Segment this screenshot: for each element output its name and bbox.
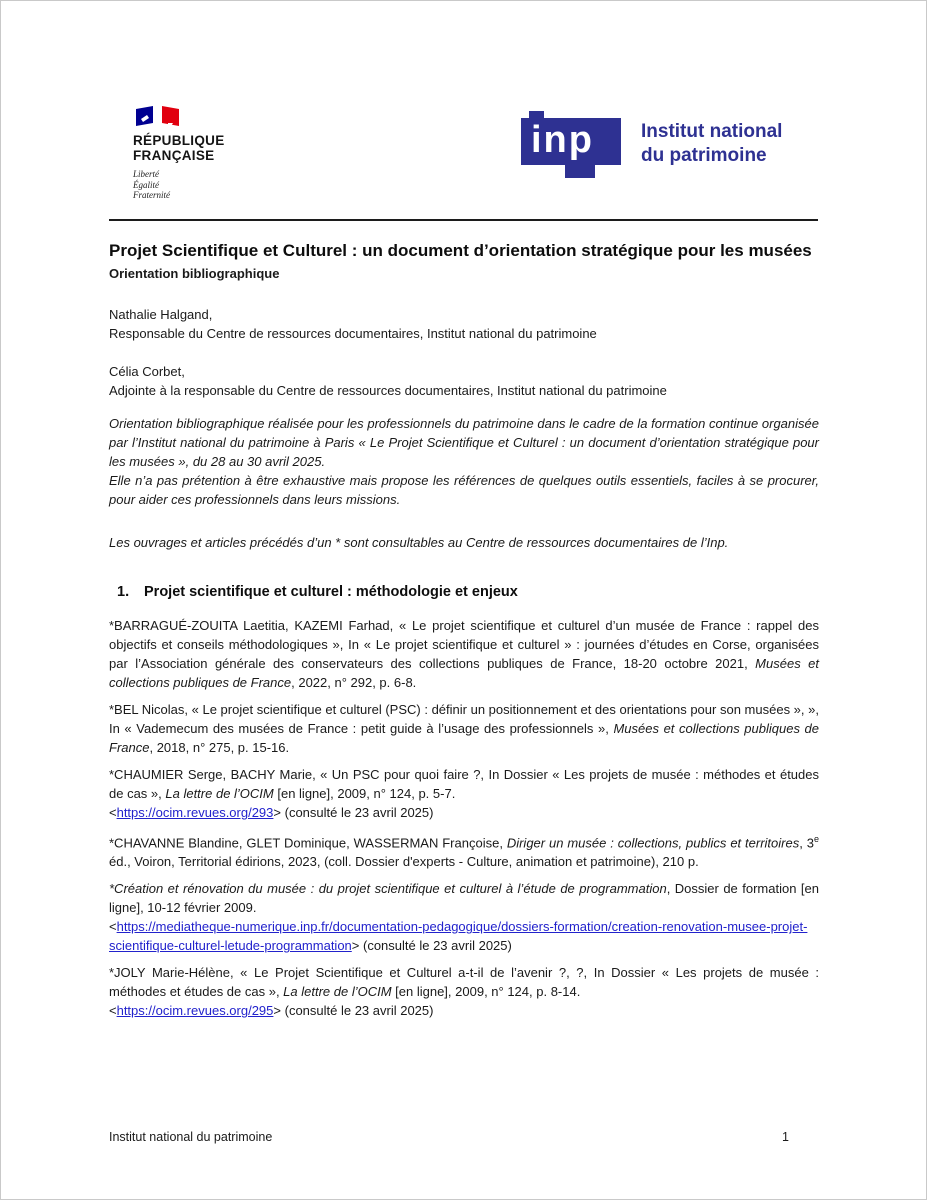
hyperlink[interactable]: https://mediatheque-numerique.inp.fr/documentation-pedagogique/dossiers-formation/creation-renovation-musee-projet-scientifique-culturel-letude-programmation bbox=[109, 919, 808, 954]
header-divider-rule bbox=[109, 219, 818, 221]
text-segment: , 2018, n° 275, p. 15-16. bbox=[149, 740, 290, 755]
section-heading bbox=[109, 582, 819, 602]
text-segment: e bbox=[813, 834, 819, 844]
author-name: Nathalie Halgand, bbox=[109, 307, 213, 322]
marianne-wordmark bbox=[133, 133, 225, 163]
text-segment: éd., Voiron, Territorial édirions, 2023, (coll. Dossier d'experts - Culture, animation et patrimoine), 210 p. bbox=[109, 854, 699, 870]
intro-block bbox=[109, 414, 819, 509]
text-segment: Musées et collections publiques de France bbox=[109, 721, 820, 755]
bibliography-entry bbox=[109, 830, 819, 871]
text-segment: La lettre de l’OCIM bbox=[165, 786, 274, 801]
bibliography-entry bbox=[109, 879, 819, 955]
author-name: Célia Corbet, bbox=[109, 364, 185, 379]
page-footer bbox=[109, 1129, 819, 1146]
inp-name-line1: Institut national bbox=[641, 121, 783, 142]
text-segment: [en ligne], 2009, n° 124, p. 5-7. bbox=[273, 786, 456, 801]
hyperlink[interactable]: https://ocim.revues.org/293 bbox=[116, 805, 274, 820]
section-number: 1. bbox=[117, 584, 130, 600]
footer-institution: Institut national du patrimoine bbox=[109, 1130, 273, 1144]
marianne-wordmark-line2: FRANÇAISE bbox=[133, 148, 215, 163]
text-segment: > (consulté le 23 avril 2025) bbox=[273, 1003, 434, 1019]
text-segment: > (consulté le 23 avril 2025) bbox=[273, 805, 434, 820]
inp-acronym: inp bbox=[531, 119, 594, 161]
marianne-flag-icon bbox=[135, 105, 181, 129]
author-role: Adjointe à la responsable du Centre de ressources documentaires, Institut national du patrimoine bbox=[109, 383, 667, 398]
text-segment: *BARRAGUÉ-ZOUITA Laetitia, KAZEMI Farhad, « Le projet scientifique et culturel d’un musée de France : rappel des objectifs et conseils méthodologiques », In « Le projet scientifique et culturel » : journées d’études en Corse, organisées par l’Association générale des conservateurs des collections publiques de France, 18-20 octobre 2021, bbox=[109, 618, 819, 671]
section-title: Projet scientifique et culturel : méthodologie et enjeux bbox=[144, 584, 518, 600]
text-segment: , 2022, n° 292, p. 6-8. bbox=[291, 675, 417, 690]
motto-egalite: Égalité bbox=[133, 179, 159, 190]
author bbox=[109, 305, 819, 343]
document-body bbox=[1, 239, 926, 1020]
text-segment: La lettre de l’OCIM bbox=[283, 984, 392, 1000]
availability-note: Les ouvrages et articles précédés d’un * sont consultables au Centre de ressources documentaires de l’Inp. bbox=[109, 535, 729, 550]
marianne-wordmark-line1: RÉPUBLIQUE bbox=[133, 133, 225, 148]
authors-block bbox=[109, 305, 819, 400]
page-header bbox=[1, 1, 926, 219]
text-segment: *Création et rénovation du musée : du projet scientifique et culturel à l’étude de programmation bbox=[109, 881, 667, 897]
inp-logo bbox=[521, 111, 782, 168]
bibliography-entry bbox=[109, 765, 819, 822]
text-segment: *JOLY Marie-Hélène, « Le Projet Scientifique et Culturel a-t-il de l’avenir ?, ?, In Dossier « Les projets de musée : méthodes et études de cas », bbox=[109, 965, 819, 1000]
marianne-motto bbox=[133, 169, 225, 201]
intro-paragraph: Elle n’a pas prétention à être exhaustive mais propose les références de quelques outils essentiels, faciles à se procurer, pour aider ces professionnels dans leurs missions. bbox=[109, 473, 819, 507]
text-segment: *CHAVANNE Blandine, GLET Dominique, WASSERMAN Françoise, bbox=[109, 835, 507, 851]
inp-logo-text bbox=[641, 120, 782, 168]
motto-liberte: Liberté bbox=[133, 169, 159, 179]
bibliography-entry bbox=[109, 616, 819, 692]
text-segment: , 3 bbox=[799, 835, 814, 851]
bibliography-entry bbox=[109, 963, 819, 1020]
text-segment: , Dossier de formation [en ligne], 10-12 février 2009. bbox=[109, 881, 819, 916]
motto-fraternite: Fraternité bbox=[133, 190, 170, 200]
author bbox=[109, 362, 819, 400]
bibliography-list bbox=[109, 616, 819, 1020]
hyperlink[interactable]: https://ocim.revues.org/295 bbox=[116, 1003, 274, 1019]
inp-logo-icon bbox=[521, 118, 621, 165]
text-segment: *CHAUMIER Serge, BACHY Marie, « Un PSC pour quoi faire ?, In Dossier « Les projets de musée : méthodes et études de cas », bbox=[109, 767, 819, 801]
text-segment: Musées et collections publiques de France bbox=[109, 656, 819, 690]
bibliography-entry bbox=[109, 700, 819, 757]
author-role: Responsable du Centre de ressources documentaires, Institut national du patrimoine bbox=[109, 326, 597, 341]
text-segment: < bbox=[109, 919, 117, 935]
text-segment: *BEL Nicolas, « Le projet scientifique et culturel (PSC) : définir un positionnement et des orientations pour son musées », », In « Vademecum des musées de France : petit guide à l’usage des professionnels », bbox=[109, 702, 819, 736]
text-segment: > (consulté le 23 avril 2025) bbox=[351, 938, 512, 954]
page-number: 1 bbox=[782, 1130, 789, 1144]
page-subtitle: Orientation bibliographique bbox=[109, 266, 280, 281]
text-segment: [en ligne], 2009, n° 124, p. 8-14. bbox=[391, 984, 581, 1000]
inp-name-line2: du patrimoine bbox=[641, 145, 767, 166]
page-title: Projet Scientifique et Culturel : un document d’orientation stratégique pour les musées bbox=[109, 241, 812, 260]
text-segment: Diriger un musée : collections, publics et territoires bbox=[506, 835, 800, 851]
intro-paragraph: Orientation bibliographique réalisée pour les professionnels du patrimoine dans le cadre de la formation continue organisée par l’Institut national du patrimoine à Paris « Le Projet Scientifique et Culturel : un document d’orientation stratégique pour les musées », du 28 au 30 avril 2025. bbox=[109, 416, 819, 469]
text-segment: < bbox=[109, 1003, 117, 1019]
text-segment: < bbox=[109, 805, 117, 820]
republique-francaise-logo bbox=[133, 105, 225, 201]
